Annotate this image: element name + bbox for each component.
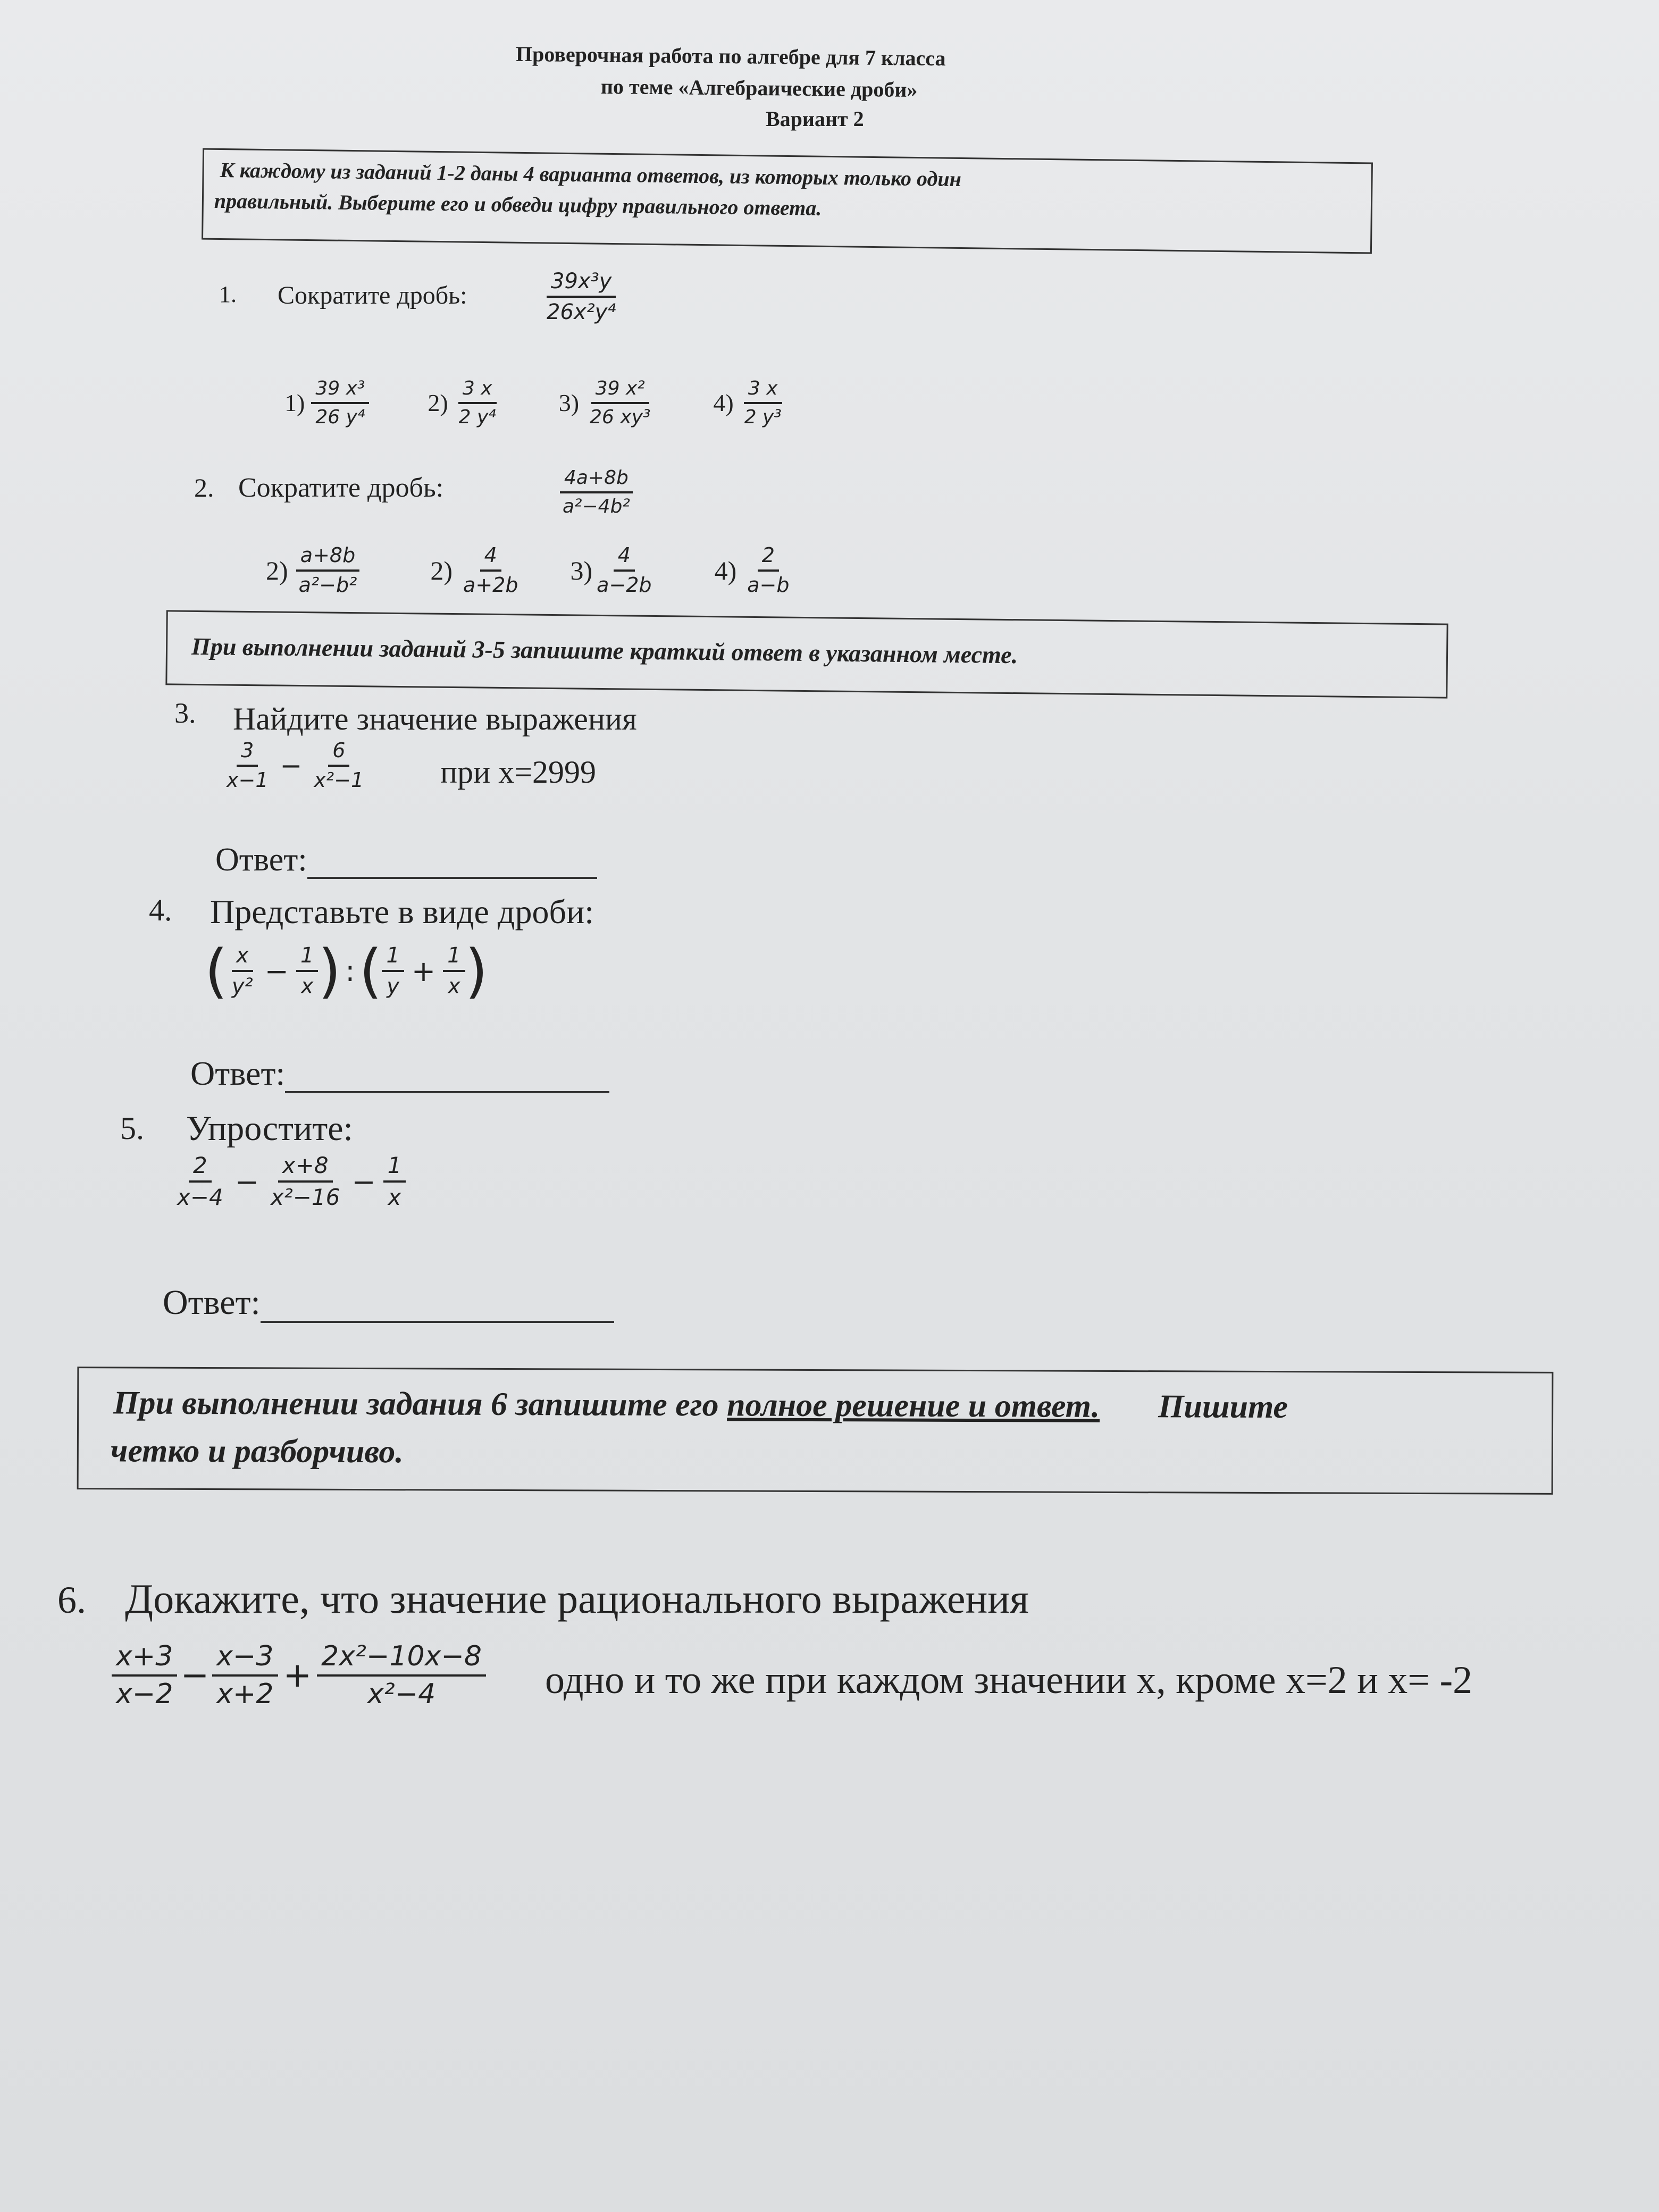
- header-line-2: по теме «Алгебраические дроби»: [600, 74, 918, 102]
- option-number: 1): [284, 389, 305, 417]
- fraction: [212, 1642, 278, 1708]
- fraction: [383, 1154, 406, 1209]
- task-6-expression: [112, 1642, 486, 1708]
- option-number: 4): [714, 555, 737, 585]
- answer-label: Ответ:: [190, 1054, 286, 1092]
- fraction: [266, 1154, 344, 1209]
- task-6-text: Докажите, что значение рационального выражения: [125, 1576, 1029, 1622]
- answer-line[interactable]: [285, 1058, 609, 1093]
- option-number: 2): [266, 555, 288, 585]
- instructions-2-text: При выполнении заданий 3-5 запишите краткий ответ в указанном месте.: [191, 632, 1018, 669]
- denominator: x+2: [216, 1678, 274, 1710]
- numerator: 1: [296, 944, 318, 972]
- task-1-option-2[interactable]: [428, 379, 500, 428]
- option-number: 2): [428, 389, 448, 417]
- fraction: [542, 270, 620, 323]
- minus-sign: −: [264, 954, 289, 988]
- header-variant: Вариант 2: [766, 107, 864, 131]
- instructions-3-part-1: При выполнении задания 6 запишите его: [113, 1385, 727, 1423]
- task-2-option-4[interactable]: [715, 545, 794, 596]
- denominator: x²−16: [271, 1184, 340, 1211]
- numerator: 39 x³: [311, 379, 369, 404]
- fraction: [311, 379, 369, 428]
- task-1-number: 1.: [219, 281, 237, 307]
- denominator: x²−4: [367, 1678, 436, 1710]
- numerator: x+3: [112, 1642, 177, 1677]
- task-3-expression: [222, 740, 368, 791]
- fraction: [228, 944, 257, 998]
- denominator: a²−b²: [298, 573, 357, 597]
- denominator: a+2b: [463, 573, 518, 597]
- plus-sign: +: [411, 954, 436, 988]
- header-line-1: Проверочная работа по алгебре для 7 класса: [515, 41, 946, 71]
- fraction: [443, 944, 465, 998]
- answer-label: Ответ:: [163, 1283, 261, 1322]
- fraction: [296, 944, 318, 998]
- fraction: [295, 545, 362, 596]
- denominator: x: [300, 974, 314, 999]
- instructions-3-part-3: Пишите: [1158, 1388, 1288, 1426]
- left-paren: (: [205, 937, 228, 1005]
- right-paren: ): [465, 937, 488, 1005]
- denominator: a²−4b²: [563, 495, 630, 517]
- denominator: x−4: [177, 1184, 223, 1211]
- task-5-expression: [173, 1154, 406, 1209]
- denominator: 26 y⁴: [315, 406, 365, 428]
- task-5-text: Упростите:: [186, 1109, 353, 1148]
- fraction: [459, 545, 522, 596]
- fraction: [592, 545, 656, 596]
- denominator: 26 xy³: [590, 406, 651, 428]
- instructions-3-emphasis: полное решение и ответ.: [726, 1387, 1100, 1425]
- denominator: a−2b: [597, 573, 652, 597]
- instructions-box-3: [77, 1367, 1554, 1495]
- numerator: 3 x: [744, 379, 782, 404]
- denominator: x−1: [227, 768, 269, 792]
- numerator: 2x²−10x−8: [317, 1642, 486, 1677]
- task-1-option-4[interactable]: [713, 379, 785, 428]
- task-1-option-1[interactable]: [284, 379, 369, 428]
- fraction: [585, 379, 655, 428]
- task-2-text: Сократите дробь:: [238, 473, 444, 503]
- numerator: 39 x²: [591, 379, 649, 404]
- numerator: 1: [383, 1154, 406, 1183]
- numerator: 4: [480, 545, 501, 572]
- answer-label: Ответ:: [215, 842, 307, 878]
- fraction: [309, 740, 368, 791]
- numerator: a+8b: [296, 545, 359, 572]
- denominator: y²: [231, 974, 253, 999]
- task-4-text: Представьте в виде дроби:: [210, 893, 594, 931]
- numerator: 4: [614, 545, 635, 572]
- plus-sign: +: [283, 1655, 312, 1695]
- task-5-answer: [163, 1283, 614, 1323]
- answer-line[interactable]: [307, 845, 597, 879]
- task-3-text: Найдите значение выражения: [233, 701, 637, 736]
- numerator: x: [232, 944, 253, 972]
- numerator: 1: [443, 944, 465, 972]
- task-3-answer: [215, 841, 597, 879]
- answer-line[interactable]: [261, 1287, 614, 1323]
- denominator: x²−1: [314, 768, 364, 792]
- fraction: [455, 379, 500, 428]
- task-4-expression: [205, 937, 488, 1005]
- task-4-number: 4.: [149, 893, 172, 927]
- task-2-option-3[interactable]: [570, 545, 656, 596]
- instructions-1-line-1: К каждому из заданий 1-2 даны 4 варианта ответов, из которых только один: [220, 157, 962, 191]
- instructions-3-line-1: [113, 1384, 1288, 1426]
- task-2-option-2[interactable]: [430, 545, 522, 596]
- denominator: 2 y⁴: [458, 406, 496, 428]
- task-6-tail: одно и то же при каждом значении x, кроме x=2 и x= -2: [545, 1658, 1473, 1702]
- task-2-number: 2.: [194, 473, 214, 502]
- option-number: 4): [713, 389, 734, 417]
- option-number: 3): [570, 555, 593, 585]
- task-3-condition: при x=2999: [440, 755, 597, 790]
- fraction: [222, 740, 273, 791]
- fraction: [740, 379, 786, 428]
- numerator: 2: [189, 1154, 212, 1183]
- task-3-number: 3.: [174, 697, 196, 729]
- minus-sign: −: [280, 750, 303, 781]
- fraction: [382, 944, 404, 998]
- numerator: 39x³y: [547, 270, 616, 298]
- denominator: x: [447, 974, 460, 999]
- numerator: x+8: [278, 1154, 333, 1183]
- minus-sign: −: [234, 1164, 259, 1199]
- denominator: y: [387, 974, 399, 999]
- fraction: [317, 1642, 486, 1708]
- denominator: a−b: [747, 573, 790, 597]
- right-paren: ): [318, 937, 341, 1005]
- task-6-number: 6.: [57, 1579, 86, 1621]
- instructions-3-line-2: четко и разборчиво.: [110, 1432, 404, 1470]
- minus-sign: −: [351, 1164, 376, 1199]
- left-paren: (: [359, 937, 382, 1005]
- minus-sign: −: [180, 1655, 210, 1695]
- numerator: 1: [382, 944, 404, 972]
- numerator: 2: [758, 545, 779, 572]
- instructions-box-2: [165, 610, 1448, 698]
- fraction: [558, 468, 634, 517]
- task-4-answer: [190, 1054, 609, 1093]
- numerator: 3 x: [458, 379, 497, 404]
- numerator: x−3: [212, 1642, 278, 1677]
- denominator: x: [388, 1184, 401, 1211]
- numerator: 4a+8b: [560, 468, 633, 493]
- numerator: 3: [237, 740, 258, 767]
- task-2-option-1[interactable]: [266, 545, 361, 596]
- task-5-number: 5.: [120, 1111, 144, 1146]
- instructions-1-line-2: правильный. Выберите его и обведи цифру правильного ответа.: [214, 188, 822, 220]
- denominator: 26x²y⁴: [547, 300, 616, 324]
- task-1-option-3[interactable]: [559, 379, 655, 428]
- numerator: 6: [328, 740, 349, 767]
- fraction: [173, 1154, 228, 1209]
- task-1-fraction: [542, 270, 620, 323]
- denominator: 2 y³: [744, 406, 782, 428]
- division-sign: :: [345, 954, 355, 988]
- task-1-text: Сократите дробь:: [278, 281, 467, 309]
- task-1-options: [284, 379, 839, 428]
- fraction: [743, 545, 793, 596]
- instructions-box-1: [202, 148, 1373, 254]
- task-2-options: [266, 545, 847, 596]
- denominator: x−2: [116, 1678, 173, 1710]
- fraction: [112, 1642, 177, 1708]
- option-number: 2): [430, 555, 453, 585]
- option-number: 3): [558, 389, 580, 417]
- task-2-fraction: [558, 468, 634, 517]
